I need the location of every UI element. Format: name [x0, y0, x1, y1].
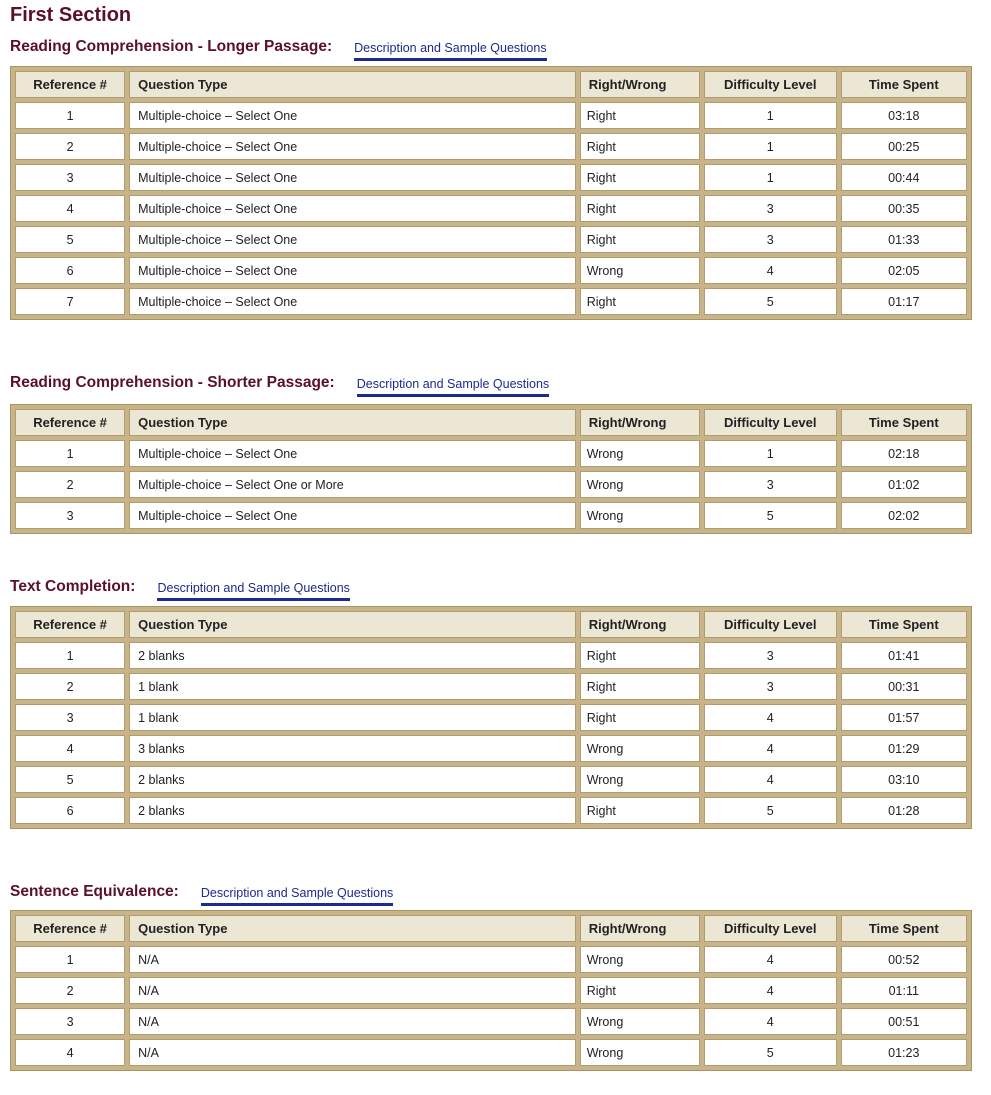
cell-reference: 2: [15, 471, 125, 498]
cell-time-spent: 03:18: [841, 102, 967, 129]
cell-question-type: N/A: [129, 1008, 576, 1035]
col-header-right-wrong: Right/Wrong: [580, 915, 700, 942]
cell-right-wrong: Wrong: [580, 257, 700, 284]
header-row: [15, 915, 967, 942]
cell-right-wrong: Wrong: [580, 735, 700, 762]
table-row: [15, 766, 967, 793]
results-table-text-completion: [10, 606, 972, 829]
cell-right-wrong: Wrong: [580, 766, 700, 793]
cell-right-wrong: Wrong: [580, 946, 700, 973]
cell-difficulty: 1: [704, 102, 837, 129]
description-sample-questions-link[interactable]: Description and Sample Questions: [354, 40, 546, 61]
cell-question-type: Multiple-choice – Select One: [129, 133, 576, 160]
cell-right-wrong: Right: [580, 797, 700, 824]
cell-time-spent: 00:52: [841, 946, 967, 973]
cell-time-spent: 00:51: [841, 1008, 967, 1035]
cell-question-type: Multiple-choice – Select One: [129, 257, 576, 284]
table-row: [15, 226, 967, 253]
col-header-question-type: Question Type: [129, 409, 576, 436]
cell-difficulty: 5: [704, 288, 837, 315]
table-row: [15, 102, 967, 129]
cell-reference: 3: [15, 502, 125, 529]
cell-time-spent: 00:25: [841, 133, 967, 160]
cell-reference: 7: [15, 288, 125, 315]
cell-difficulty: 4: [704, 1008, 837, 1035]
cell-question-type: 2 blanks: [129, 766, 576, 793]
cell-right-wrong: Wrong: [580, 471, 700, 498]
cell-time-spent: 01:57: [841, 704, 967, 731]
section-header-sentence-equivalence: [10, 883, 393, 907]
section-header-text-completion: [10, 578, 350, 602]
col-header-right-wrong: Right/Wrong: [580, 611, 700, 638]
cell-reference: 3: [15, 1008, 125, 1035]
cell-reference: 3: [15, 164, 125, 191]
table-row: [15, 1039, 967, 1066]
cell-reference: 1: [15, 102, 125, 129]
cell-difficulty: 4: [704, 946, 837, 973]
cell-reference: 1: [15, 642, 125, 669]
cell-question-type: 1 blank: [129, 704, 576, 731]
col-header-question-type: Question Type: [129, 71, 576, 98]
cell-difficulty: 3: [704, 195, 837, 222]
cell-question-type: Multiple-choice – Select One: [129, 440, 576, 467]
cell-question-type: N/A: [129, 946, 576, 973]
cell-question-type: Multiple-choice – Select One or More: [129, 471, 576, 498]
col-header-reference: Reference #: [15, 409, 125, 436]
table-row: [15, 735, 967, 762]
cell-time-spent: 01:17: [841, 288, 967, 315]
cell-question-type: 1 blank: [129, 673, 576, 700]
cell-right-wrong: Right: [580, 673, 700, 700]
cell-time-spent: 00:31: [841, 673, 967, 700]
cell-reference: 1: [15, 946, 125, 973]
section-title: Reading Comprehension - Longer Passage:: [10, 38, 333, 55]
header-row: [15, 71, 967, 98]
table-row: [15, 946, 967, 973]
cell-right-wrong: Wrong: [580, 1008, 700, 1035]
description-sample-questions-link[interactable]: Description and Sample Questions: [157, 580, 349, 601]
section-title: Reading Comprehension - Shorter Passage:: [10, 374, 335, 391]
cell-right-wrong: Right: [580, 102, 700, 129]
cell-question-type: Multiple-choice – Select One: [129, 195, 576, 222]
table-header: [15, 71, 967, 98]
cell-time-spent: 01:23: [841, 1039, 967, 1066]
col-header-reference: Reference #: [15, 915, 125, 942]
cell-right-wrong: Right: [580, 195, 700, 222]
table-row: [15, 797, 967, 824]
table-header: [15, 915, 967, 942]
header-row: [15, 409, 967, 436]
table-header: [15, 611, 967, 638]
col-header-time-spent: Time Spent: [841, 611, 967, 638]
cell-right-wrong: Wrong: [580, 1039, 700, 1066]
header-row: [15, 611, 967, 638]
cell-reference: 2: [15, 133, 125, 160]
table-row: [15, 471, 967, 498]
table-row: [15, 133, 967, 160]
cell-question-type: 3 blanks: [129, 735, 576, 762]
cell-time-spent: 03:10: [841, 766, 967, 793]
cell-difficulty: 3: [704, 642, 837, 669]
cell-question-type: Multiple-choice – Select One: [129, 226, 576, 253]
table-row: [15, 502, 967, 529]
cell-difficulty: 1: [704, 133, 837, 160]
cell-reference: 5: [15, 226, 125, 253]
cell-reference: 1: [15, 440, 125, 467]
cell-right-wrong: Right: [580, 642, 700, 669]
section-header-rc-longer: [10, 38, 547, 62]
cell-reference: 4: [15, 1039, 125, 1066]
cell-time-spent: 00:44: [841, 164, 967, 191]
cell-right-wrong: Right: [580, 288, 700, 315]
cell-right-wrong: Right: [580, 164, 700, 191]
cell-time-spent: 02:18: [841, 440, 967, 467]
col-header-time-spent: Time Spent: [841, 915, 967, 942]
description-sample-questions-link[interactable]: Description and Sample Questions: [201, 885, 393, 906]
cell-difficulty: 4: [704, 257, 837, 284]
cell-question-type: Multiple-choice – Select One: [129, 164, 576, 191]
cell-reference: 6: [15, 797, 125, 824]
table-row: [15, 440, 967, 467]
page-title: First Section: [10, 4, 132, 26]
cell-difficulty: 1: [704, 440, 837, 467]
cell-question-type: Multiple-choice – Select One: [129, 102, 576, 129]
cell-question-type: Multiple-choice – Select One: [129, 502, 576, 529]
col-header-difficulty: Difficulty Level: [704, 915, 837, 942]
table-header: [15, 409, 967, 436]
results-table-sentence-equivalence: [10, 910, 972, 1071]
table-row: [15, 257, 967, 284]
cell-reference: 4: [15, 735, 125, 762]
cell-question-type: N/A: [129, 977, 576, 1004]
cell-reference: 2: [15, 977, 125, 1004]
table-row: [15, 1008, 967, 1035]
col-header-right-wrong: Right/Wrong: [580, 409, 700, 436]
col-header-question-type: Question Type: [129, 611, 576, 638]
table-row: [15, 642, 967, 669]
cell-difficulty: 4: [704, 704, 837, 731]
cell-reference: 5: [15, 766, 125, 793]
cell-question-type: 2 blanks: [129, 642, 576, 669]
cell-difficulty: 5: [704, 502, 837, 529]
table-row: [15, 195, 967, 222]
col-header-question-type: Question Type: [129, 915, 576, 942]
col-header-time-spent: Time Spent: [841, 409, 967, 436]
table-row: [15, 977, 967, 1004]
col-header-reference: Reference #: [15, 611, 125, 638]
cell-difficulty: 4: [704, 766, 837, 793]
cell-time-spent: 01:41: [841, 642, 967, 669]
cell-time-spent: 01:02: [841, 471, 967, 498]
table-row: [15, 288, 967, 315]
cell-difficulty: 1: [704, 164, 837, 191]
col-header-difficulty: Difficulty Level: [704, 409, 837, 436]
cell-time-spent: 01:29: [841, 735, 967, 762]
cell-reference: 2: [15, 673, 125, 700]
cell-reference: 4: [15, 195, 125, 222]
col-header-time-spent: Time Spent: [841, 71, 967, 98]
cell-right-wrong: Wrong: [580, 502, 700, 529]
col-header-difficulty: Difficulty Level: [704, 71, 837, 98]
cell-difficulty: 4: [704, 735, 837, 762]
section-header-rc-shorter: [10, 374, 549, 398]
cell-reference: 3: [15, 704, 125, 731]
cell-time-spent: 01:33: [841, 226, 967, 253]
cell-right-wrong: Wrong: [580, 440, 700, 467]
col-header-difficulty: Difficulty Level: [704, 611, 837, 638]
table-row: [15, 673, 967, 700]
cell-time-spent: 02:02: [841, 502, 967, 529]
cell-time-spent: 00:35: [841, 195, 967, 222]
cell-question-type: Multiple-choice – Select One: [129, 288, 576, 315]
section-title: Text Completion:: [10, 578, 136, 595]
results-table-rc-longer: [10, 66, 972, 320]
cell-question-type: 2 blanks: [129, 797, 576, 824]
cell-difficulty: 3: [704, 471, 837, 498]
cell-difficulty: 3: [704, 226, 837, 253]
col-header-right-wrong: Right/Wrong: [580, 71, 700, 98]
cell-difficulty: 5: [704, 797, 837, 824]
cell-reference: 6: [15, 257, 125, 284]
cell-time-spent: 01:11: [841, 977, 967, 1004]
cell-difficulty: 3: [704, 673, 837, 700]
cell-difficulty: 4: [704, 977, 837, 1004]
cell-right-wrong: Right: [580, 977, 700, 1004]
description-sample-questions-link[interactable]: Description and Sample Questions: [357, 376, 549, 397]
cell-time-spent: 02:05: [841, 257, 967, 284]
cell-right-wrong: Right: [580, 133, 700, 160]
cell-right-wrong: Right: [580, 704, 700, 731]
table-row: [15, 704, 967, 731]
cell-difficulty: 5: [704, 1039, 837, 1066]
section-title: Sentence Equivalence:: [10, 883, 179, 900]
cell-right-wrong: Right: [580, 226, 700, 253]
table-row: [15, 164, 967, 191]
cell-time-spent: 01:28: [841, 797, 967, 824]
results-table-rc-shorter: [10, 404, 972, 534]
cell-question-type: N/A: [129, 1039, 576, 1066]
col-header-reference: Reference #: [15, 71, 125, 98]
